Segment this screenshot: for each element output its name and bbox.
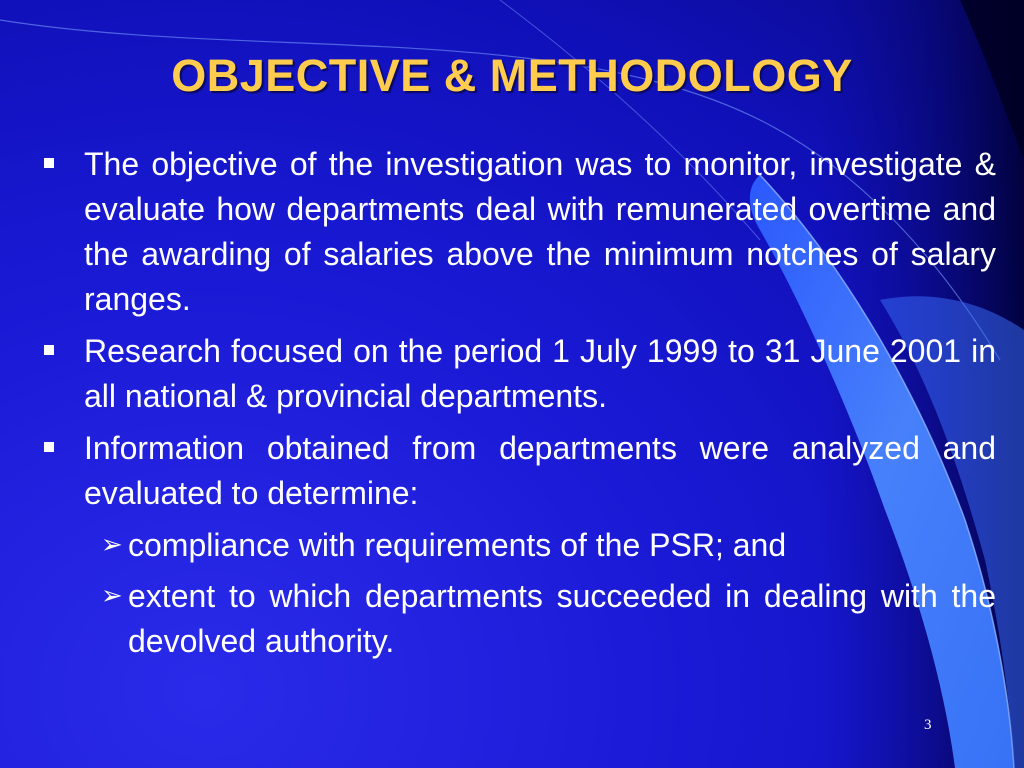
- sub-bullet-text: extent to which departments succeeded in dealing with the devolved authority.: [128, 578, 996, 659]
- slide-body: [44, 142, 996, 670]
- bullet-text: Information obtained from departments were analyzed and evaluated to determine:: [84, 430, 996, 511]
- square-bullet-icon: [44, 345, 54, 355]
- sub-bullet-text: compliance with requirements of the PSR; and: [128, 527, 787, 563]
- arrow-bullet-icon: ➢: [101, 581, 123, 611]
- sub-bullet-item: [101, 523, 996, 568]
- bullet-item: [44, 329, 996, 419]
- bullet-item: [44, 426, 996, 516]
- slide-title: OBJECTIVE & METHODOLOGY: [171, 50, 853, 101]
- bullet-text: Research focused on the period 1 July 1999 to 31 June 2001 in all national & provincial departments.: [84, 333, 996, 414]
- arrow-bullet-icon: ➢: [101, 530, 123, 560]
- bullet-item: [44, 142, 996, 322]
- square-bullet-icon: [44, 158, 54, 168]
- square-bullet-icon: [44, 442, 54, 452]
- bullet-text: The objective of the investigation was to monitor, investigate & evaluate how departments deal with remunerated overtime and the awarding of salaries above the minimum notches of salary ranges.: [84, 146, 996, 317]
- sub-bullet-item: [101, 574, 996, 664]
- page-number: 3: [924, 717, 932, 733]
